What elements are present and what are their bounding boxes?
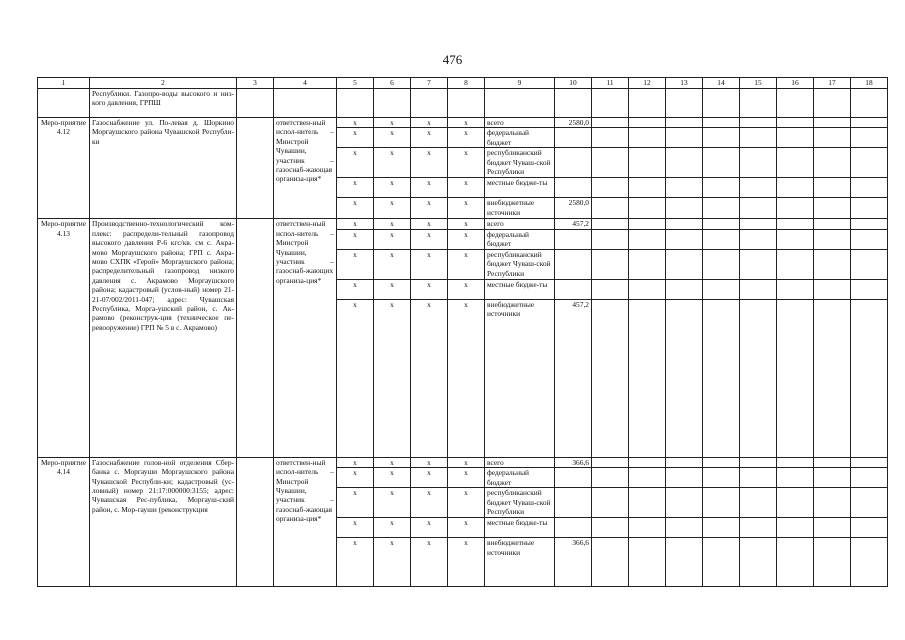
column-header: 15 bbox=[740, 78, 777, 89]
measure-label: Меро-приятие 4.13 bbox=[38, 219, 90, 457]
year-cell bbox=[777, 279, 814, 299]
year-cell bbox=[703, 178, 740, 198]
x-mark: x bbox=[448, 457, 485, 467]
year-cell bbox=[777, 148, 814, 178]
funding-source: внебюджетные источники bbox=[485, 299, 555, 457]
funding-source: республиканский бюджет Чуваш-ской Республики bbox=[485, 249, 555, 279]
year-cell bbox=[592, 198, 629, 219]
x-mark: x bbox=[337, 148, 374, 178]
year-cell bbox=[703, 118, 740, 128]
year-cell bbox=[740, 468, 777, 488]
responsible-executor: ответствен-ный испол-нитель – Минстрой Чувашии, участник – газоснаб-жающих организа-ция* bbox=[274, 219, 337, 457]
year-cell bbox=[814, 538, 851, 587]
column-header: 13 bbox=[666, 78, 703, 89]
year-cell bbox=[703, 229, 740, 249]
year-cell bbox=[592, 229, 629, 249]
x-mark: x bbox=[337, 279, 374, 299]
funding-source: республиканский бюджет Чуваш-ской Республики bbox=[485, 488, 555, 518]
x-mark: x bbox=[411, 249, 448, 279]
column-3-cell bbox=[237, 118, 274, 219]
column-header: 7 bbox=[411, 78, 448, 89]
year-cell bbox=[814, 457, 851, 467]
year-cell bbox=[703, 148, 740, 178]
year-cell bbox=[777, 299, 814, 457]
year-cell bbox=[629, 488, 666, 518]
year-cell bbox=[851, 279, 888, 299]
year-cell bbox=[592, 457, 629, 467]
year-cell bbox=[851, 219, 888, 229]
x-mark: x bbox=[337, 198, 374, 219]
x-mark: x bbox=[374, 118, 411, 128]
x-mark: x bbox=[374, 219, 411, 229]
year-cell bbox=[703, 198, 740, 219]
year-cell bbox=[629, 148, 666, 178]
year-cell bbox=[814, 488, 851, 518]
x-mark: x bbox=[411, 219, 448, 229]
funding-source: федеральный бюджет bbox=[485, 128, 555, 148]
year-cell bbox=[851, 249, 888, 279]
year-cell bbox=[666, 178, 703, 198]
year-cell bbox=[814, 279, 851, 299]
x-mark: x bbox=[374, 178, 411, 198]
x-mark: x bbox=[337, 468, 374, 488]
column-header: 4 bbox=[274, 78, 337, 89]
measure-row bbox=[38, 457, 888, 467]
x-mark: x bbox=[374, 249, 411, 279]
year-cell bbox=[592, 249, 629, 279]
year-cell bbox=[851, 457, 888, 467]
year-cell bbox=[851, 198, 888, 219]
year-cell bbox=[666, 518, 703, 538]
x-mark: x bbox=[411, 148, 448, 178]
x-mark: x bbox=[448, 198, 485, 219]
x-mark: x bbox=[337, 488, 374, 518]
column-header: 5 bbox=[337, 78, 374, 89]
year-cell bbox=[777, 518, 814, 538]
x-mark: x bbox=[411, 468, 448, 488]
funding-amount bbox=[555, 148, 592, 178]
funding-amount: 457,2 bbox=[555, 219, 592, 229]
funding-source: всего bbox=[485, 457, 555, 467]
year-cell bbox=[592, 178, 629, 198]
year-cell bbox=[851, 178, 888, 198]
x-mark: x bbox=[411, 128, 448, 148]
year-cell bbox=[703, 299, 740, 457]
x-mark: x bbox=[337, 518, 374, 538]
column-number-row bbox=[38, 78, 888, 89]
year-cell bbox=[666, 219, 703, 229]
year-cell bbox=[629, 198, 666, 219]
x-mark: x bbox=[374, 457, 411, 467]
column-header: 10 bbox=[555, 78, 592, 89]
year-cell bbox=[777, 118, 814, 128]
x-mark: x bbox=[411, 279, 448, 299]
funding-source: местные бюдже-ты bbox=[485, 518, 555, 538]
funding-source: внебюджетные источники bbox=[485, 198, 555, 219]
year-cell bbox=[777, 128, 814, 148]
x-mark: x bbox=[411, 198, 448, 219]
year-cell bbox=[740, 229, 777, 249]
year-cell bbox=[740, 249, 777, 279]
year-cell bbox=[666, 229, 703, 249]
x-mark: x bbox=[374, 128, 411, 148]
x-mark: x bbox=[374, 538, 411, 587]
x-mark: x bbox=[411, 457, 448, 467]
year-cell bbox=[740, 198, 777, 219]
year-cell bbox=[740, 538, 777, 587]
funding-source: местные бюдже-ты bbox=[485, 279, 555, 299]
x-mark: x bbox=[374, 229, 411, 249]
year-cell bbox=[814, 518, 851, 538]
year-cell bbox=[740, 128, 777, 148]
x-mark: x bbox=[448, 118, 485, 128]
year-cell bbox=[629, 299, 666, 457]
year-cell bbox=[666, 299, 703, 457]
x-mark: x bbox=[374, 148, 411, 178]
x-mark: x bbox=[411, 518, 448, 538]
responsible-executor: ответствен-ный испол-нитель – Минстрой Чувашии, участник – газоснаб-жающая организа-ция* bbox=[274, 457, 337, 586]
year-cell bbox=[703, 219, 740, 229]
year-cell bbox=[629, 229, 666, 249]
year-cell bbox=[666, 468, 703, 488]
year-cell bbox=[777, 198, 814, 219]
year-cell bbox=[740, 299, 777, 457]
year-cell bbox=[629, 518, 666, 538]
year-cell bbox=[777, 468, 814, 488]
funding-amount bbox=[555, 468, 592, 488]
x-mark: x bbox=[411, 118, 448, 128]
column-header: 6 bbox=[374, 78, 411, 89]
x-mark: x bbox=[448, 279, 485, 299]
year-cell bbox=[777, 219, 814, 229]
x-mark: x bbox=[448, 178, 485, 198]
year-cell bbox=[629, 538, 666, 587]
measure-description: Газоснабжение голов-ной отделения Сбер-банка с. Моргауши Моргаушского района Чувашской Республи-ки; кадастровый (ус-ловный) номер 21:17:000000:3155; адрес: Чувашская Рес-публика, Моргауш-ский район, с. Мор-гауши (реконструкция bbox=[90, 457, 237, 586]
year-cell bbox=[592, 128, 629, 148]
year-cell bbox=[851, 468, 888, 488]
year-cell bbox=[777, 249, 814, 279]
year-cell bbox=[814, 128, 851, 148]
year-cell bbox=[851, 128, 888, 148]
year-cell bbox=[666, 457, 703, 467]
year-cell bbox=[666, 249, 703, 279]
year-cell bbox=[666, 148, 703, 178]
x-mark: x bbox=[374, 488, 411, 518]
x-mark: x bbox=[448, 488, 485, 518]
measure-row bbox=[38, 219, 888, 229]
year-cell bbox=[814, 229, 851, 249]
funding-amount bbox=[555, 178, 592, 198]
year-cell bbox=[703, 128, 740, 148]
year-cell bbox=[851, 229, 888, 249]
x-mark: x bbox=[337, 118, 374, 128]
year-cell bbox=[703, 468, 740, 488]
funding-amount bbox=[555, 488, 592, 518]
year-cell bbox=[777, 229, 814, 249]
year-cell bbox=[666, 198, 703, 219]
responsible-executor: ответствен-ный испол-нитель – Минстрой Чувашии, участник – газоснаб-жающая организа-ция* bbox=[274, 118, 337, 219]
year-cell bbox=[592, 148, 629, 178]
measure-label: Меро-приятие 4.14 bbox=[38, 457, 90, 586]
year-cell bbox=[592, 279, 629, 299]
x-mark: x bbox=[337, 249, 374, 279]
funding-source: внебюджетные источники bbox=[485, 538, 555, 587]
x-mark: x bbox=[374, 518, 411, 538]
x-mark: x bbox=[448, 249, 485, 279]
x-mark: x bbox=[411, 178, 448, 198]
year-cell bbox=[814, 249, 851, 279]
column-header: 9 bbox=[485, 78, 555, 89]
continuation-row bbox=[38, 89, 888, 118]
x-mark: x bbox=[374, 279, 411, 299]
funding-source: федеральный бюджет bbox=[485, 468, 555, 488]
measure-row bbox=[38, 118, 888, 128]
x-mark: x bbox=[448, 229, 485, 249]
column-3-cell bbox=[237, 219, 274, 457]
year-cell bbox=[592, 468, 629, 488]
funding-amount bbox=[555, 249, 592, 279]
year-cell bbox=[703, 488, 740, 518]
column-header: 12 bbox=[629, 78, 666, 89]
funding-amount: 366,6 bbox=[555, 457, 592, 467]
year-cell bbox=[629, 178, 666, 198]
year-cell bbox=[703, 518, 740, 538]
column-header: 8 bbox=[448, 78, 485, 89]
x-mark: x bbox=[411, 538, 448, 587]
year-cell bbox=[703, 457, 740, 467]
year-cell bbox=[592, 118, 629, 128]
column-header: 16 bbox=[777, 78, 814, 89]
year-cell bbox=[740, 148, 777, 178]
column-header: 11 bbox=[592, 78, 629, 89]
year-cell bbox=[629, 457, 666, 467]
year-cell bbox=[666, 128, 703, 148]
funding-amount: 457,2 bbox=[555, 299, 592, 457]
year-cell bbox=[629, 118, 666, 128]
year-cell bbox=[666, 488, 703, 518]
x-mark: x bbox=[448, 148, 485, 178]
x-mark: x bbox=[337, 457, 374, 467]
year-cell bbox=[740, 279, 777, 299]
x-mark: x bbox=[448, 219, 485, 229]
funding-amount: 2580,0 bbox=[555, 198, 592, 219]
year-cell bbox=[629, 128, 666, 148]
year-cell bbox=[851, 148, 888, 178]
measure-description: Газоснабжение ул. По-левая д. Шоркино Моргаушского района Чувашской Республи-ки bbox=[90, 118, 237, 219]
year-cell bbox=[814, 148, 851, 178]
column-header: 14 bbox=[703, 78, 740, 89]
year-cell bbox=[666, 538, 703, 587]
funding-amount: 2580,0 bbox=[555, 118, 592, 128]
column-header: 1 bbox=[38, 78, 90, 89]
year-cell bbox=[777, 457, 814, 467]
x-mark: x bbox=[411, 488, 448, 518]
year-cell bbox=[740, 488, 777, 518]
column-header: 3 bbox=[237, 78, 274, 89]
year-cell bbox=[703, 279, 740, 299]
funding-source: всего bbox=[485, 219, 555, 229]
year-cell bbox=[814, 219, 851, 229]
year-cell bbox=[592, 518, 629, 538]
year-cell bbox=[629, 219, 666, 229]
year-cell bbox=[740, 118, 777, 128]
x-mark: x bbox=[448, 299, 485, 457]
funding-source: федеральный бюджет bbox=[485, 229, 555, 249]
measure-label: Меро-приятие 4.12 bbox=[38, 118, 90, 219]
year-cell bbox=[666, 118, 703, 128]
year-cell bbox=[851, 488, 888, 518]
continuation-text: Республики. Газопро-воды высокого и низ-кого давления, ГРПШ bbox=[90, 89, 237, 118]
year-cell bbox=[851, 118, 888, 128]
measure-description: Производственно-технологический ком-плекс: распредели-тельный газопровод высокого давления Р-6 кгс/кв. см с. Акра-мово Моргаушского района; ГРП с. Акра-мово СХПК «Герой» Моргаушского района; распределительный газопровод низкого давления с. Акрамово Моргаушского района; кадастровый (услов-ный) номер 21-21-07/002/2011-047; адрес: Чувашская Республика, Морга-ушский район, с. Ак-рамово (реконструк-ция (техническое пе-ревооружение) ГРП № 5 в с. Акрамово) bbox=[90, 219, 237, 457]
x-mark: x bbox=[411, 299, 448, 457]
column-header: 17 bbox=[814, 78, 851, 89]
x-mark: x bbox=[337, 538, 374, 587]
year-cell bbox=[814, 178, 851, 198]
x-mark: x bbox=[337, 229, 374, 249]
year-cell bbox=[703, 249, 740, 279]
year-cell bbox=[592, 538, 629, 587]
x-mark: x bbox=[374, 468, 411, 488]
x-mark: x bbox=[337, 178, 374, 198]
x-mark: x bbox=[374, 299, 411, 457]
year-cell bbox=[777, 178, 814, 198]
funding-source: республиканский бюджет Чуваш-ской Республики bbox=[485, 148, 555, 178]
x-mark: x bbox=[411, 229, 448, 249]
column-3-cell bbox=[237, 457, 274, 586]
budget-table bbox=[37, 77, 888, 587]
year-cell bbox=[740, 457, 777, 467]
year-cell bbox=[851, 518, 888, 538]
funding-amount bbox=[555, 518, 592, 538]
year-cell bbox=[814, 198, 851, 219]
x-mark: x bbox=[448, 518, 485, 538]
x-mark: x bbox=[337, 219, 374, 229]
year-cell bbox=[740, 518, 777, 538]
year-cell bbox=[740, 219, 777, 229]
year-cell bbox=[777, 488, 814, 518]
x-mark: x bbox=[448, 128, 485, 148]
funding-source: местные бюдже-ты bbox=[485, 178, 555, 198]
year-cell bbox=[592, 219, 629, 229]
year-cell bbox=[851, 538, 888, 587]
year-cell bbox=[629, 249, 666, 279]
year-cell bbox=[666, 279, 703, 299]
funding-amount: 366,6 bbox=[555, 538, 592, 587]
year-cell bbox=[740, 178, 777, 198]
x-mark: x bbox=[337, 128, 374, 148]
funding-amount bbox=[555, 229, 592, 249]
x-mark: x bbox=[374, 198, 411, 219]
funding-amount bbox=[555, 279, 592, 299]
year-cell bbox=[629, 468, 666, 488]
year-cell bbox=[592, 299, 629, 457]
year-cell bbox=[629, 279, 666, 299]
year-cell bbox=[814, 468, 851, 488]
column-header: 2 bbox=[90, 78, 237, 89]
funding-amount bbox=[555, 128, 592, 148]
year-cell bbox=[851, 299, 888, 457]
year-cell bbox=[777, 538, 814, 587]
column-header: 18 bbox=[851, 78, 888, 89]
year-cell bbox=[703, 538, 740, 587]
year-cell bbox=[814, 299, 851, 457]
x-mark: x bbox=[337, 299, 374, 457]
year-cell bbox=[592, 488, 629, 518]
x-mark: x bbox=[448, 538, 485, 587]
funding-source: всего bbox=[485, 118, 555, 128]
year-cell bbox=[814, 118, 851, 128]
page-number: 476 bbox=[442, 52, 463, 67]
x-mark: x bbox=[448, 468, 485, 488]
